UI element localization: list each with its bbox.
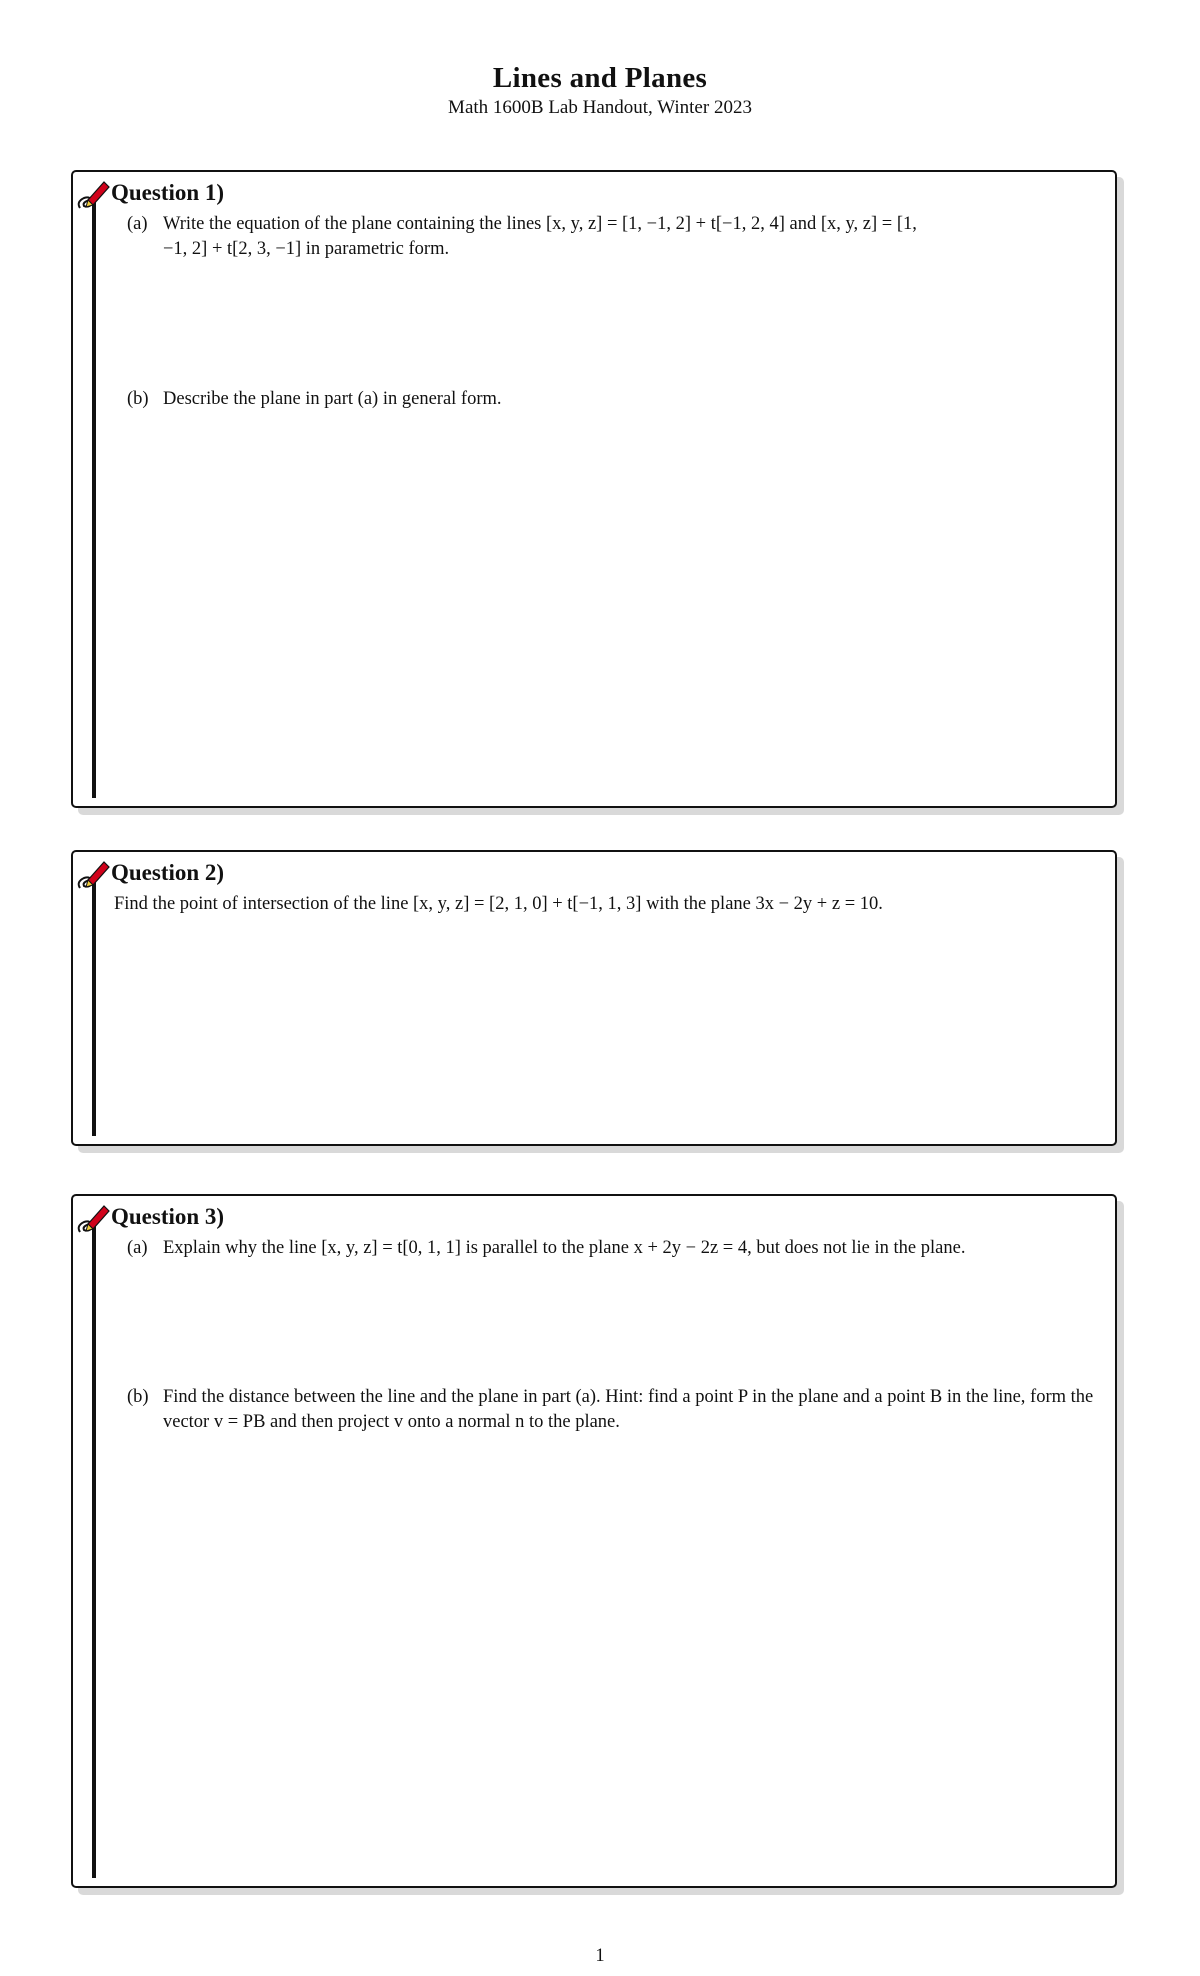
- part-text: Write the equation of the plane containing the lines [x, y, z] = [1, −1, 2] + t[−1, 2, 4] and [x, y, z] = [1, −1, 2] + t[2, 3, −1] in parametric form.: [163, 214, 917, 259]
- question-1-bar: [92, 196, 96, 798]
- part-label: (b): [127, 1387, 149, 1407]
- page-title: Lines and Planes: [492, 62, 708, 94]
- pencil-icon: [76, 178, 110, 212]
- question-1-part-a: [127, 212, 1107, 262]
- part-text: Find the distance between the line and the plane in part (a). Hint: find a point P in the plane and a point B in the line, form the vector v = PB and then project v onto a normal n to the plane.: [163, 1387, 1094, 1432]
- question-2-bar: [92, 876, 96, 1136]
- part-text: Explain why the line [x, y, z] = t[0, 1, 1] is parallel to the plane x + 2y − 2z = 4, but does not lie in the plane.: [163, 1238, 966, 1258]
- question-3-title: Question 3): [111, 1204, 225, 1229]
- question-3-part-a: [127, 1236, 1107, 1261]
- question-2-box: [71, 850, 1117, 1146]
- question-3-part-b: [127, 1385, 1107, 1435]
- pencil-icon: [76, 1202, 110, 1236]
- question-3-box: [71, 1194, 1117, 1888]
- question-1-title: Question 1): [111, 180, 225, 205]
- page-number: 1: [595, 1946, 605, 1966]
- question-1-part-b: [127, 387, 1107, 412]
- part-label: (b): [127, 389, 149, 409]
- question-2-text: Find the point of intersection of the line [x, y, z] = [2, 1, 0] + t[−1, 1, 3] with the plane 3x − 2y + z = 10.: [114, 894, 883, 914]
- pencil-icon: [76, 858, 110, 892]
- part-text: Describe the plane in part (a) in general form.: [163, 389, 502, 409]
- part-label: (a): [127, 1238, 148, 1258]
- question-3-bar: [92, 1220, 96, 1878]
- part-label: (a): [127, 214, 148, 234]
- question-1-box: [71, 170, 1117, 808]
- page-subtitle: Math 1600B Lab Handout, Winter 2023: [448, 97, 752, 118]
- question-2-title: Question 2): [111, 860, 225, 885]
